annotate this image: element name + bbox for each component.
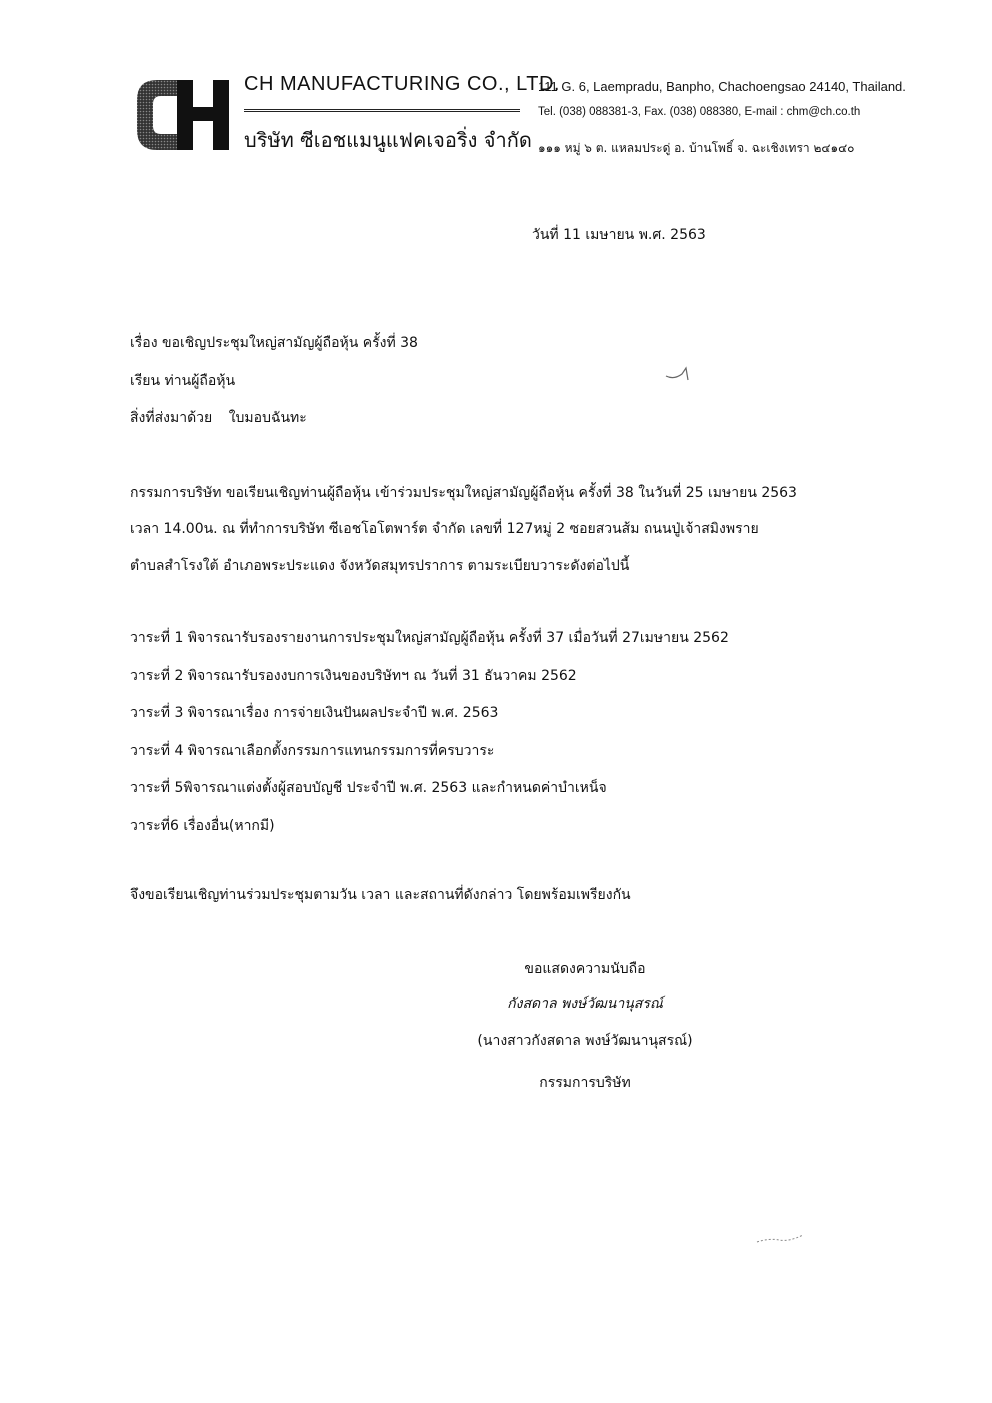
enclosure-label: สิ่งที่ส่งมาด้วย — [130, 410, 213, 426]
agenda-list — [130, 627, 729, 852]
contact-info: Tel. (038) 088381-3, Fax. (038) 088380, E-mail : chm@ch.co.th — [538, 106, 861, 118]
body-line: เวลา 14.00น. ณ ที่ทำการบริษัท ซีเอชโอโตพาร์ต จำกัด เลขที่ 127หมู่ 2 ซอยสวนส้ม ถนนปู่เจ้าสมิงพราย — [130, 521, 759, 537]
letterhead-divider — [244, 109, 520, 112]
company-name-th: บริษัท ซีเอชแมนูแฟคเจอริ่ง จำกัด — [244, 128, 532, 152]
pen-mark — [664, 364, 694, 384]
company-logo — [133, 74, 233, 156]
signer-position: กรรมการบริษัท — [539, 1075, 631, 1091]
signature: กังสดาล พงษ์วัฒนานุสรณ์ — [507, 996, 663, 1012]
agenda-item: วาระที่ 3 พิจารณาเรื่อง การจ่ายเงินปันผลประจำปี พ.ศ. 2563 — [130, 705, 499, 721]
letter-recipient: เรียน ท่านผู้ถือหุ้น — [130, 373, 236, 389]
company-name-en: CH MANUFACTURING CO., LTD. — [244, 73, 560, 95]
body-line: กรรมการบริษัท ขอเรียนเชิญท่านผู้ถือหุ้น เข้าร่วมประชุมใหญ่สามัญผู้ถือหุ้น ครั้งที่ 38 ในวันที่ 25 เมษายน 2563 — [130, 485, 797, 501]
enclosure-value: ใบมอบฉันทะ — [228, 410, 307, 426]
signer-full-name: (นางสาวกังสดาล พงษ์วัฒนานุสรณ์) — [477, 1033, 693, 1049]
body-line: ตำบลสำโรงใต้ อำเภอพระประแดง จังหวัดสมุทรปราการ ตามระเบียบวาระดังต่อไปนี้ — [130, 558, 630, 574]
agenda-item: วาระที่ 1 พิจารณารับรองรายงานการประชุมใหญ่สามัญผู้ถือหุ้น ครั้งที่ 37 เมื่อวันที่ 27เมษายน 2562 — [130, 630, 729, 646]
agenda-item: วาระที่ 2 พิจารณารับรองงบการเงินของบริษัทฯ ณ วันที่ 31 ธันวาคม 2562 — [130, 667, 577, 684]
closing-line: จึงขอเรียนเชิญท่านร่วมประชุมตามวัน เวลา และสถานที่ดังกล่าว โดยพร้อมเพรียงกัน — [130, 887, 631, 903]
letter-subject: เรื่อง ขอเชิญประชุมใหญ่สามัญผู้ถือหุ้น ครั้งที่ 38 — [130, 335, 418, 351]
scan-mark — [755, 1232, 805, 1246]
enclosure-line — [130, 407, 307, 429]
address-en: 111 G. 6, Laempradu, Banpho, Chachoengsao 24140, Thailand. — [538, 79, 906, 94]
agenda-item: วาระที่6 เรื่องอื่น(หากมี) — [130, 817, 275, 834]
agenda-item: วาระที่ 5พิจารณาแต่งตั้งผู้สอบบัญชี ประจำปี พ.ศ. 2563 และกำหนดค่าบำเหน็จ — [130, 780, 607, 796]
address-th: ๑๑๑ หมู่ ๖ ต. แหลมประดู่ อ. บ้านโพธิ์ จ. ฉะเชิงเทรา ๒๔๑๔๐ — [538, 141, 855, 155]
letter-date: วันที่ 11 เมษายน พ.ศ. 2563 — [532, 227, 706, 243]
agenda-item: วาระที่ 4 พิจารณาเลือกตั้งกรรมการแทนกรรมการที่ครบวาระ — [130, 742, 495, 759]
regards: ขอแสดงความนับถือ — [524, 961, 646, 977]
